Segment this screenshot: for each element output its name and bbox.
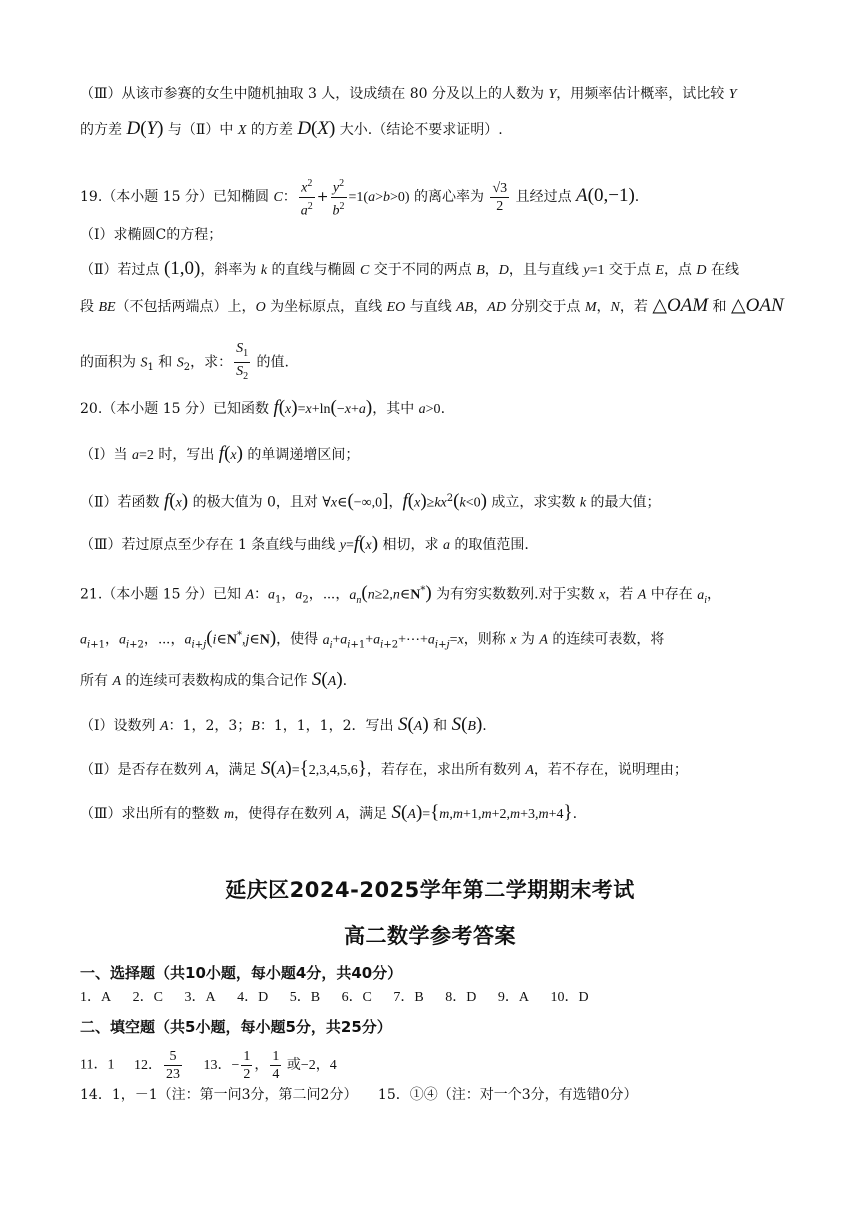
- mc-answer: 7．B: [393, 990, 424, 1005]
- answer-12: 12． $\frac{5}{23}$: [133, 1049, 180, 1082]
- q20-part1: （Ⅰ）当 a=2 时，写出 f(x) 的单调递增区间；: [80, 443, 360, 464]
- q20-part3: （Ⅲ）若过原点至少存在 1 条直线与曲线 y=f(x) 相切，求 a 的取值范围.: [80, 533, 529, 554]
- mc-answer: 4．D: [237, 990, 269, 1005]
- q19-stem: 19.（本小题 15 分）已知椭圆 C： $\frac{x^2}{a^2}$ + $\frac{y^2}{b^2}$ =1(a>b>0) 的离心率为 $\frac{√3}{2}$ 且经过点 A(0,−1).: [80, 175, 782, 219]
- mc-answer: 5．B: [289, 990, 321, 1005]
- mc-answer: 8．D: [445, 990, 477, 1005]
- mc-answer: 1．A: [80, 990, 112, 1005]
- q21-part3: （Ⅲ）求出所有的整数 m，使得存在数列 A，满足 S(A)={m,m+1,m+2,m+3,m+4}.: [80, 802, 578, 823]
- answer-subtitle: 高二数学参考答案: [344, 924, 516, 948]
- answer-15: 15．①④（注：对一个3分，有选错0分）: [377, 1087, 638, 1103]
- fill-answers-11-13: [80, 1048, 782, 1083]
- q19-part2-line2: 段 BE（不包括两端点）上，O 为坐标原点，直线 EO 与直线 AB，AD 分别交于点 M，N，若 △OAM 和 △OAN: [80, 295, 784, 316]
- answer-title: 延庆区2024-2025学年第二学期期末考试: [225, 878, 635, 902]
- q21-part2: （Ⅱ）是否存在数列 A，满足 S(A)={2,3,4,5,6}，若存在，求出所有数列 A，若不存在，说明理由；: [80, 758, 688, 779]
- q20-part2: （Ⅱ）若函数 f(x) 的极大值为 0，且对 ∀x∈(−∞,0]，$f(x)\ge kx^2(k<0)$ 成立，求实数 k 的最大值；: [80, 490, 661, 512]
- mc-answer: 9．A: [497, 990, 529, 1005]
- mc-answer: 3．A: [184, 990, 216, 1005]
- mc-answers: [80, 988, 782, 1008]
- section-multiple-choice: 一、选择题（共10小题，每小题4分，共40分）: [80, 964, 403, 982]
- answer-11: 11．1: [80, 1057, 115, 1073]
- mc-answer: 10．D: [550, 990, 589, 1005]
- q21-part1: （Ⅰ）设数列 A：1，2，3；B：1，1，1，2．写出 S(A) 和 S(B).: [80, 714, 487, 735]
- q19-part2-line3: 的面积为 $S_1$ 和 $S_2$，求： $\frac{S_1}{S_2}$ 的值.: [80, 341, 290, 382]
- mc-answer: 2．C: [132, 990, 163, 1005]
- section-fill-in: 二、填空题（共5小题，每小题5分，共25分）: [80, 1018, 392, 1036]
- q21-stem-line1: 21.（本小题 15 分）已知 A：$a_1$，$a_2$，⋯，$a_n(n\ge 2,n\in N^*)$ 为有穷实数数列.对于实数 x，若 A 中存在 $a_i$，: [80, 582, 721, 606]
- q20-stem: 20.（本小题 15 分）已知函数 f(x)=x+ln(−x+a)，其中 a>0.: [80, 397, 446, 418]
- mc-answer: 6．C: [341, 990, 372, 1005]
- q18-part3-line1: （Ⅲ）从该市参赛的女生中随机抽取 3 人，设成绩在 80 分及以上的人数为 Y，用频率估计概率，试比较 Y: [80, 86, 737, 102]
- fill-answers-14-15: [80, 1085, 782, 1105]
- answer-14: 14．1，－1（注：第一问3分，第二问2分）: [80, 1087, 358, 1103]
- q21-stem-line3: 所有 A 的连续可表数构成的集合记作 S(A).: [80, 669, 348, 690]
- q21-stem-line2: $a_{i+1}$，$a_{i+2}$，⋯，$a_{i+j}(i\in N^*,j\in N)$，使得 $a_i+a_{i+1}+a_{i+2}+\cdots+a_{i+j}=x$，则称 x 为 A 的连续可表数，将: [80, 627, 665, 651]
- q18-part3-line2: 的方差 D(Y) 与（Ⅱ）中 X 的方差 D(X) 大小.（结论不要求证明）.: [80, 118, 503, 139]
- q19-part2-line1: （Ⅱ）若过点 (1,0)，斜率为 k 的直线与椭圆 C 交于不同的两点 B，D，且与直线 y=1 交于点 E，点 D 在线: [80, 258, 739, 279]
- answer-13: 13．− $\frac{1}{2}$ ， $\frac{1}{4}$ 或−2，4: [203, 1049, 337, 1082]
- q19-part1: （Ⅰ）求椭圆C的方程；: [80, 227, 223, 243]
